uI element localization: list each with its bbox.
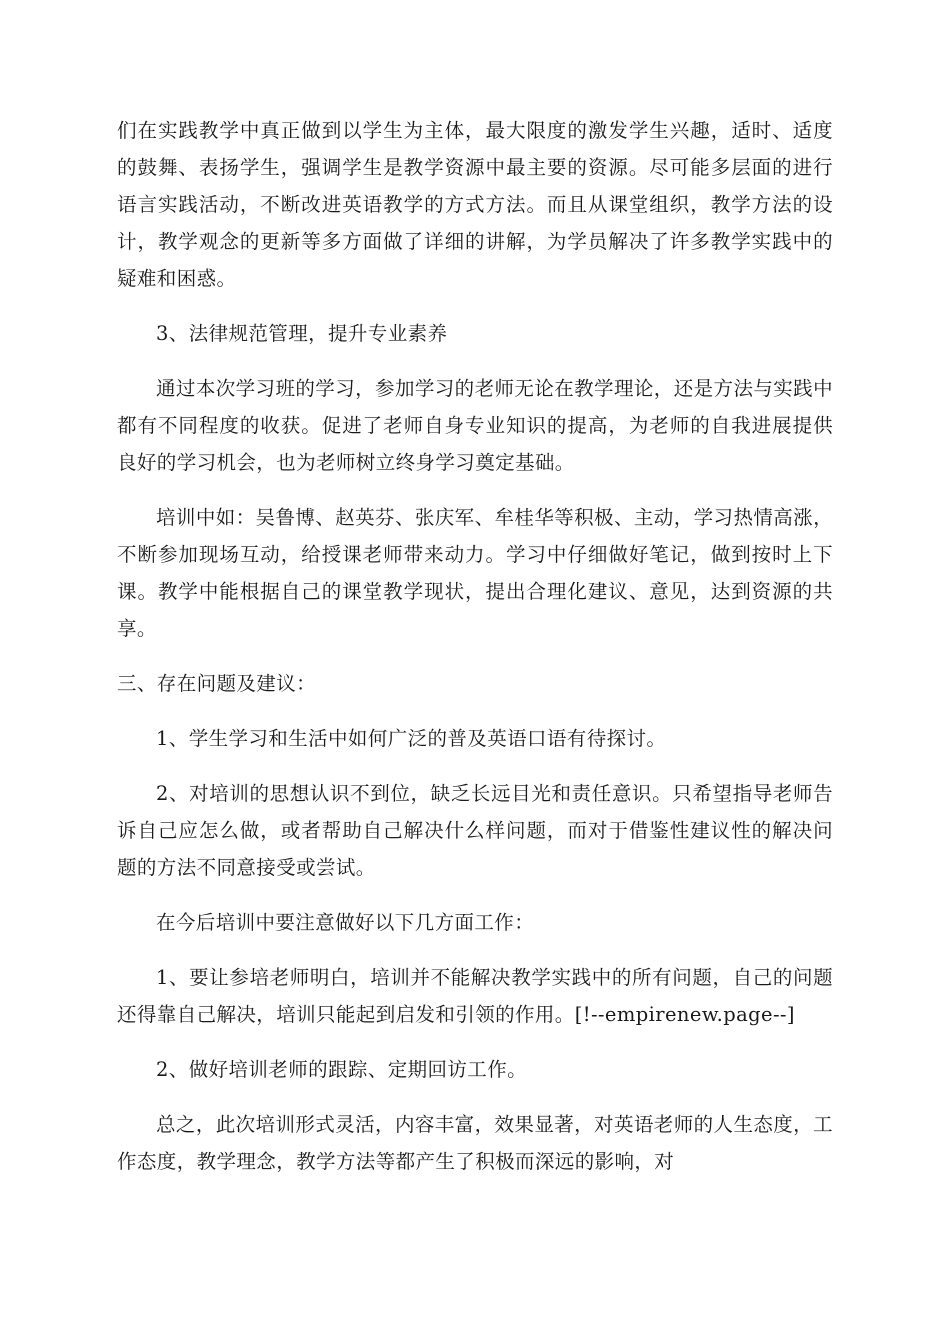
- paragraph-training-outcome: 通过本次学习班的学习，参加学习的老师无论在教学理论，还是方法与实践中都有不同程度的收获。促进了老师自身专业知识的提高，为老师的自我进展提供良好的学习机会，也为老师树立终身学习奠定基础。: [117, 377, 833, 474]
- paragraph-continuation: 们在实践教学中真正做到以学生为主体，最大限度的激发学生兴趣，适时、适度的鼓舞、表扬学生，强调学生是教学资源中最主要的资源。尽可能多层面的进行语言实践活动，不断改进英语教学的方式方法。而且从课堂组织，教学方法的设计，教学观念的更新等多方面做了详细的讲解，为学员解决了许多教学实践中的疑难和困惑。: [117, 119, 833, 290]
- paragraph-trainees: 培训中如：吴鲁博、赵英芬、张庆军、牟桂华等积极、主动，学习热情高涨，不断参加现场互动，给授课老师带来动力。学习中仔细做好笔记，做到按时上下课。教学中能根据自己的课堂教学现状，提出合理化建议、意见，达到资源的共享。: [117, 506, 833, 640]
- future-item-2: 2、做好培训老师的跟踪、定期回访工作。: [156, 1058, 528, 1081]
- problem-item-1: 1、学生学习和生活中如何广泛的普及英语口语有待探讨。: [156, 727, 667, 750]
- paragraph-future-work: 在今后培训中要注意做好以下几方面工作：: [156, 911, 535, 934]
- heading-problems-suggestions: 三、存在问题及建议：: [117, 672, 317, 695]
- problem-item-2: 2、对培训的思想认识不到位，缺乏长远目光和责任意识。只希望指导老师告诉自己应怎么做，或者帮助自己解决什么样问题，而对于借鉴性建议性的解决问题的方法不同意接受或尝试。: [117, 782, 833, 879]
- future-item-1: 1、要让参培老师明白，培训并不能解决教学实践中的所有问题，自己的问题还得靠自己解决，培训只能起到启发和引领的作用。[!--empirenew.page--]: [117, 966, 833, 1026]
- document-page: [117, 112, 833, 1198]
- heading-law-management: 3、法律规范管理，提升专业素养: [156, 322, 448, 345]
- paragraph-conclusion: 总之，此次培训形式灵活，内容丰富，效果显著，对英语老师的人生态度，工作态度，教学理念，教学方法等都产生了积极而深远的影响，对: [117, 1113, 833, 1173]
